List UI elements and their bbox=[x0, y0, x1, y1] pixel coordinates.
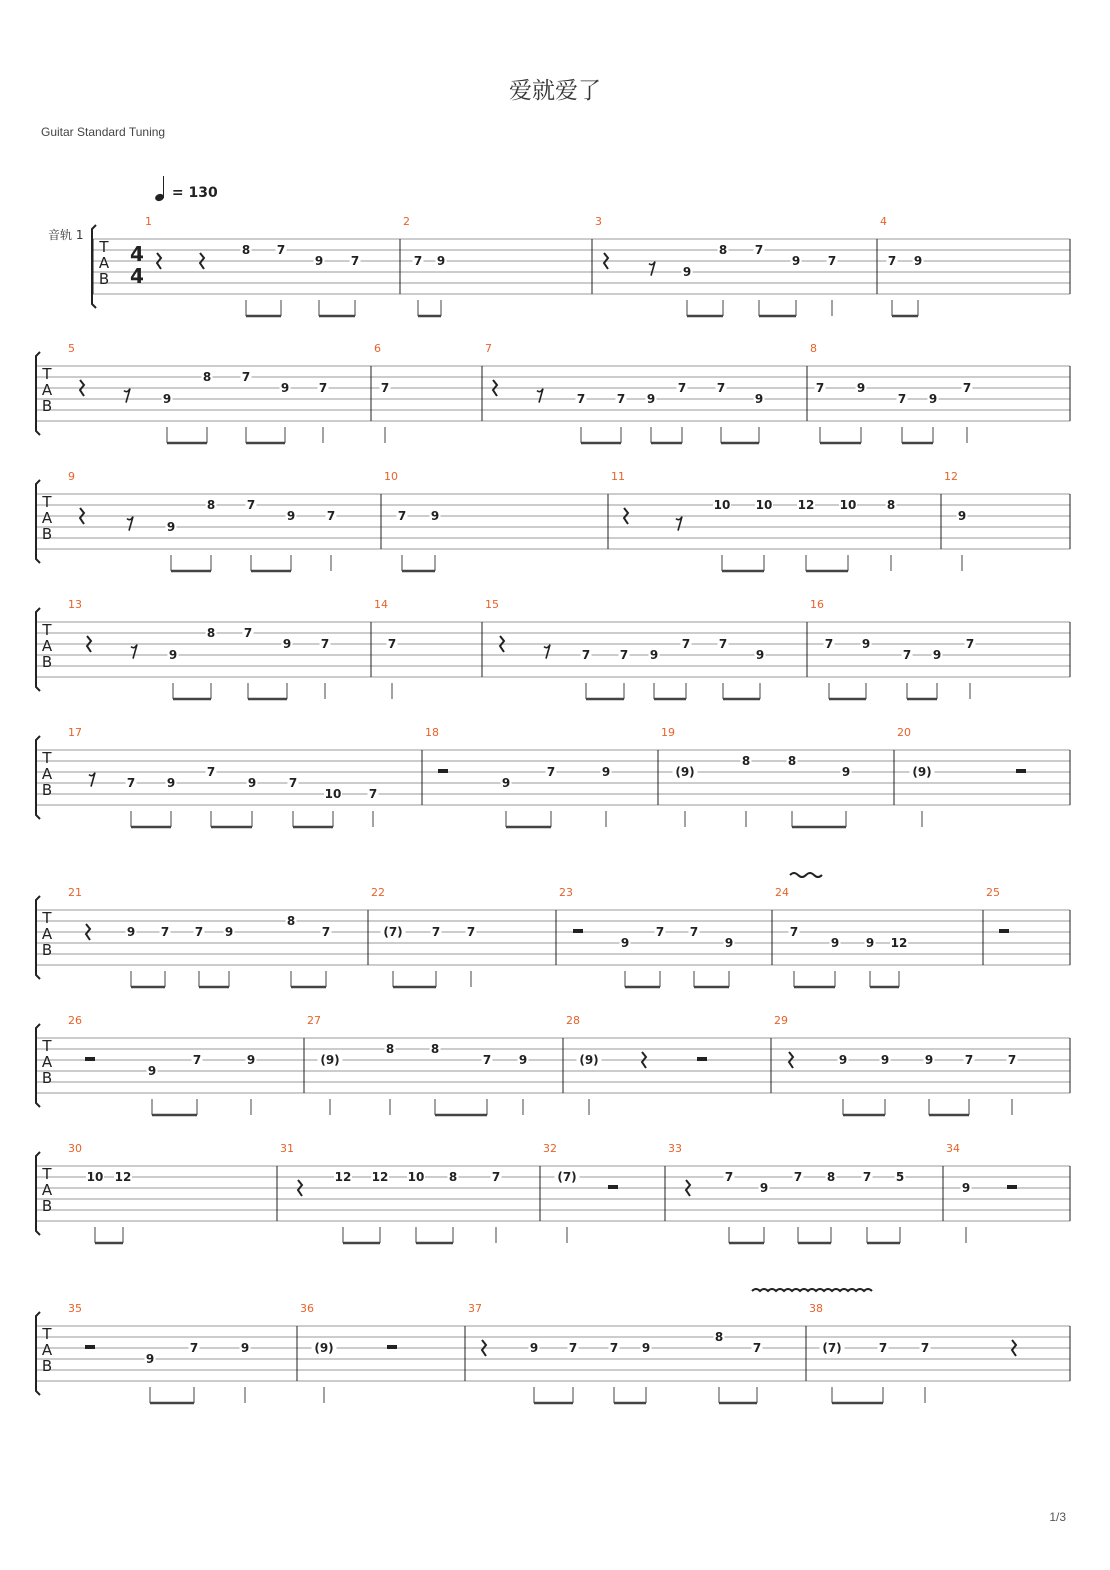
tuning-label: Guitar Standard Tuning bbox=[41, 125, 166, 139]
measure-number: 37 bbox=[468, 1302, 482, 1315]
fret-number: 7 bbox=[413, 254, 423, 268]
fret-number: 7 bbox=[568, 1341, 578, 1355]
fret-number: 8 bbox=[787, 754, 797, 768]
eighth-rest-icon bbox=[127, 517, 133, 531]
tab-letter-b: B bbox=[41, 653, 53, 671]
fret-number: 9 bbox=[759, 1181, 769, 1195]
tab-system-3 bbox=[36, 470, 1070, 571]
fret-number: 7 bbox=[321, 925, 331, 939]
half-rest-icon bbox=[1007, 1185, 1017, 1189]
fret-number: 7 bbox=[194, 925, 204, 939]
tab-letter-b: B bbox=[41, 941, 53, 959]
fret-number: 9 bbox=[147, 1064, 157, 1078]
song-title: 爱就爱了 bbox=[509, 78, 601, 104]
fret-number: 9 bbox=[932, 648, 942, 662]
measure-number: 10 bbox=[384, 470, 398, 483]
half-rest-icon bbox=[999, 929, 1009, 933]
measure-number: 20 bbox=[897, 726, 911, 739]
fret-number: 7 bbox=[965, 637, 975, 651]
tab-letter-t: T bbox=[42, 909, 52, 927]
vibrato-icon bbox=[790, 873, 822, 877]
measure-number: 13 bbox=[68, 598, 82, 611]
fret-number: (7) bbox=[557, 1170, 577, 1184]
fret-number: 9 bbox=[246, 1053, 256, 1067]
measure-number: 34 bbox=[946, 1142, 960, 1155]
fret-number: 9 bbox=[224, 925, 234, 939]
fret-number: 9 bbox=[247, 776, 257, 790]
fret-number: 7 bbox=[616, 392, 626, 406]
fret-number: 7 bbox=[160, 925, 170, 939]
fret-number: 7 bbox=[824, 637, 834, 651]
fret-number: 10 bbox=[713, 498, 731, 512]
fret-number: (9) bbox=[579, 1053, 599, 1067]
fret-number: (9) bbox=[314, 1341, 334, 1355]
fret-number: 7 bbox=[576, 392, 586, 406]
fret-number: 7 bbox=[902, 648, 912, 662]
measure-number: 9 bbox=[68, 470, 75, 483]
tempo-value: = 130 bbox=[171, 185, 218, 201]
measure-number: 31 bbox=[280, 1142, 294, 1155]
fret-number: 7 bbox=[380, 381, 390, 395]
tab-letter-t: T bbox=[42, 493, 52, 511]
fret-number: 7 bbox=[897, 392, 907, 406]
measure-number: 16 bbox=[810, 598, 824, 611]
fret-number: (7) bbox=[383, 925, 403, 939]
fret-number: (9) bbox=[675, 765, 695, 779]
tab-letter-b: B bbox=[41, 397, 53, 415]
fret-number: 12 bbox=[371, 1170, 389, 1184]
fret-number: 7 bbox=[920, 1341, 930, 1355]
tab-system-2 bbox=[36, 342, 1070, 443]
tab-system-6 bbox=[36, 886, 1070, 987]
measure-number: 33 bbox=[668, 1142, 682, 1155]
fret-number: 8 bbox=[741, 754, 751, 768]
tab-letter-b: B bbox=[41, 1069, 53, 1087]
half-rest-icon bbox=[387, 1345, 397, 1349]
fret-number: 7 bbox=[546, 765, 556, 779]
fret-number: 7 bbox=[815, 381, 825, 395]
fret-number: 8 bbox=[241, 243, 251, 257]
tab-system-5 bbox=[36, 726, 1070, 827]
measure-number: 36 bbox=[300, 1302, 314, 1315]
fret-number: 8 bbox=[886, 498, 896, 512]
fret-number: 7 bbox=[368, 787, 378, 801]
fret-number: 7 bbox=[619, 648, 629, 662]
page-number: 1/3 bbox=[1049, 1510, 1066, 1524]
fret-number: 7 bbox=[718, 637, 728, 651]
fret-number: 8 bbox=[718, 243, 728, 257]
measure-number: 26 bbox=[68, 1014, 82, 1027]
fret-number: 7 bbox=[681, 637, 691, 651]
fret-number: 7 bbox=[689, 925, 699, 939]
measure-number: 4 bbox=[880, 215, 887, 228]
system-bracket bbox=[36, 1024, 40, 1107]
tab-letter-a: A bbox=[41, 765, 53, 783]
fret-number: 8 bbox=[430, 1042, 440, 1056]
fret-number: 10 bbox=[324, 787, 342, 801]
fret-number: 9 bbox=[856, 381, 866, 395]
fret-number: 9 bbox=[529, 1341, 539, 1355]
fret-number: 12 bbox=[797, 498, 815, 512]
measure-number: 30 bbox=[68, 1142, 82, 1155]
fret-number: 7 bbox=[397, 509, 407, 523]
measure-number: 24 bbox=[775, 886, 789, 899]
fret-number: 9 bbox=[865, 936, 875, 950]
measure-number: 22 bbox=[371, 886, 385, 899]
fret-number: 9 bbox=[518, 1053, 528, 1067]
fret-number: 9 bbox=[145, 1352, 155, 1366]
measure-number: 18 bbox=[425, 726, 439, 739]
fret-number: 9 bbox=[913, 254, 923, 268]
measure-number: 28 bbox=[566, 1014, 580, 1027]
fret-number: 7 bbox=[752, 1341, 762, 1355]
fret-number: 7 bbox=[387, 637, 397, 651]
tab-letter-t: T bbox=[42, 621, 52, 639]
measure-number: 17 bbox=[68, 726, 82, 739]
fret-number: 9 bbox=[841, 765, 851, 779]
tab-letter-a: A bbox=[41, 637, 53, 655]
fret-number: 9 bbox=[436, 254, 446, 268]
fret-number: 7 bbox=[192, 1053, 202, 1067]
half-rest-icon bbox=[85, 1345, 95, 1349]
fret-number: 8 bbox=[206, 626, 216, 640]
measure-number: 7 bbox=[485, 342, 492, 355]
fret-number: 9 bbox=[166, 520, 176, 534]
fret-number: 7 bbox=[491, 1170, 501, 1184]
time-signature-bottom: 4 bbox=[130, 264, 144, 288]
tab-letter-b: B bbox=[41, 781, 53, 799]
measure-number: 6 bbox=[374, 342, 381, 355]
tab-system-8 bbox=[36, 1142, 1070, 1243]
system-bracket bbox=[36, 896, 40, 979]
fret-number: 9 bbox=[682, 265, 692, 279]
tab-letter-a: A bbox=[41, 1053, 53, 1071]
system-bracket bbox=[36, 608, 40, 691]
fret-number: 9 bbox=[314, 254, 324, 268]
fret-number: 7 bbox=[677, 381, 687, 395]
measure-number: 1 bbox=[145, 215, 152, 228]
fret-number: 9 bbox=[620, 936, 630, 950]
fret-number: 7 bbox=[206, 765, 216, 779]
tab-letter-t: T bbox=[42, 1325, 52, 1343]
fret-number: 7 bbox=[246, 498, 256, 512]
eighth-rest-icon bbox=[537, 389, 543, 403]
fret-number: 9 bbox=[240, 1341, 250, 1355]
tab-system-9 bbox=[36, 1302, 1070, 1403]
half-rest-icon bbox=[608, 1185, 618, 1189]
measure-number: 5 bbox=[68, 342, 75, 355]
fret-number: 9 bbox=[861, 637, 871, 651]
fret-number: 7 bbox=[716, 381, 726, 395]
measure-number: 25 bbox=[986, 886, 1000, 899]
fret-number: 9 bbox=[928, 392, 938, 406]
fret-number: 9 bbox=[924, 1053, 934, 1067]
system-bracket bbox=[36, 1152, 40, 1235]
fret-number: 7 bbox=[431, 925, 441, 939]
eighth-rest-icon bbox=[89, 773, 95, 787]
fret-number: 7 bbox=[482, 1053, 492, 1067]
fret-number: 7 bbox=[288, 776, 298, 790]
fret-number: 12 bbox=[334, 1170, 352, 1184]
tab-system-4 bbox=[36, 598, 1070, 699]
tab-letter-a: A bbox=[98, 254, 110, 272]
fret-number: 12 bbox=[114, 1170, 132, 1184]
fret-number: 9 bbox=[880, 1053, 890, 1067]
fret-number: 8 bbox=[448, 1170, 458, 1184]
fret-number: 9 bbox=[724, 936, 734, 950]
tab-letter-b: B bbox=[41, 1197, 53, 1215]
fret-number: 9 bbox=[754, 392, 764, 406]
tab-letter-a: A bbox=[41, 1341, 53, 1359]
fret-number: 7 bbox=[962, 381, 972, 395]
system-bracket bbox=[36, 1312, 40, 1395]
fret-number: 9 bbox=[430, 509, 440, 523]
time-signature-top: 4 bbox=[130, 242, 144, 266]
fret-number: 7 bbox=[789, 925, 799, 939]
fret-number: (9) bbox=[320, 1053, 340, 1067]
tab-letter-b: B bbox=[98, 270, 110, 288]
half-rest-icon bbox=[573, 929, 583, 933]
fret-number: 10 bbox=[839, 498, 857, 512]
fret-number: 9 bbox=[601, 765, 611, 779]
tab-letter-a: A bbox=[41, 1181, 53, 1199]
system-bracket bbox=[36, 480, 40, 563]
measure-number: 21 bbox=[68, 886, 82, 899]
fret-number: 9 bbox=[791, 254, 801, 268]
fret-number: 9 bbox=[755, 648, 765, 662]
fret-number: 8 bbox=[714, 1330, 724, 1344]
measure-number: 12 bbox=[944, 470, 958, 483]
measure-number: 15 bbox=[485, 598, 499, 611]
fret-number: 9 bbox=[282, 637, 292, 651]
fret-number: 7 bbox=[243, 626, 253, 640]
half-rest-icon bbox=[438, 769, 448, 773]
measure-number: 8 bbox=[810, 342, 817, 355]
eighth-rest-icon bbox=[544, 645, 550, 659]
fret-number: 10 bbox=[407, 1170, 425, 1184]
fret-number: 9 bbox=[162, 392, 172, 406]
fret-number: 10 bbox=[86, 1170, 104, 1184]
fret-number: 7 bbox=[878, 1341, 888, 1355]
tab-letter-t: T bbox=[42, 1165, 52, 1183]
fret-number: 7 bbox=[862, 1170, 872, 1184]
fret-number: 7 bbox=[827, 254, 837, 268]
eighth-rest-icon bbox=[649, 262, 655, 276]
fret-number: 7 bbox=[276, 243, 286, 257]
fret-number: 8 bbox=[385, 1042, 395, 1056]
fret-number: 9 bbox=[126, 925, 136, 939]
fret-number: 9 bbox=[830, 936, 840, 950]
fret-number: 9 bbox=[166, 776, 176, 790]
system-bracket bbox=[36, 736, 40, 819]
fret-number: 9 bbox=[501, 776, 511, 790]
tab-letter-t: T bbox=[42, 749, 52, 767]
half-rest-icon bbox=[697, 1057, 707, 1061]
tab-letter-b: B bbox=[41, 1357, 53, 1375]
fret-number: 9 bbox=[286, 509, 296, 523]
fret-number: 7 bbox=[964, 1053, 974, 1067]
measure-number: 29 bbox=[774, 1014, 788, 1027]
fret-number: 9 bbox=[961, 1181, 971, 1195]
fret-number: 9 bbox=[646, 392, 656, 406]
fret-number: 9 bbox=[649, 648, 659, 662]
fret-number: 7 bbox=[466, 925, 476, 939]
half-rest-icon bbox=[85, 1057, 95, 1061]
tab-letter-a: A bbox=[41, 381, 53, 399]
fret-number: 7 bbox=[126, 776, 136, 790]
measure-number: 27 bbox=[307, 1014, 321, 1027]
measure-number: 3 bbox=[595, 215, 602, 228]
fret-number: 9 bbox=[838, 1053, 848, 1067]
fret-number: 9 bbox=[957, 509, 967, 523]
fret-number: 7 bbox=[887, 254, 897, 268]
fret-number: 8 bbox=[206, 498, 216, 512]
fret-number: 8 bbox=[202, 370, 212, 384]
vibrato-icon bbox=[752, 1289, 872, 1291]
eighth-rest-icon bbox=[676, 517, 682, 531]
tab-letter-t: T bbox=[42, 1037, 52, 1055]
tab-letter-a: A bbox=[41, 509, 53, 527]
measure-number: 32 bbox=[543, 1142, 557, 1155]
fret-number: 9 bbox=[168, 648, 178, 662]
fret-number: (7) bbox=[822, 1341, 842, 1355]
tab-letter-a: A bbox=[41, 925, 53, 943]
fret-number: 7 bbox=[1007, 1053, 1017, 1067]
fret-number: 7 bbox=[326, 509, 336, 523]
measure-number: 38 bbox=[809, 1302, 823, 1315]
eighth-rest-icon bbox=[131, 645, 137, 659]
fret-number: 7 bbox=[320, 637, 330, 651]
tab-system-7 bbox=[36, 1014, 1070, 1115]
fret-number: 8 bbox=[826, 1170, 836, 1184]
tab-letter-t: T bbox=[42, 365, 52, 383]
fret-number: 7 bbox=[318, 381, 328, 395]
measure-number: 35 bbox=[68, 1302, 82, 1315]
fret-number: 7 bbox=[609, 1341, 619, 1355]
track-name: 音轨 1 bbox=[48, 228, 84, 242]
measure-number: 19 bbox=[661, 726, 675, 739]
fret-number: 9 bbox=[280, 381, 290, 395]
fret-number: 7 bbox=[241, 370, 251, 384]
fret-number: (9) bbox=[912, 765, 932, 779]
fret-number: 7 bbox=[189, 1341, 199, 1355]
tab-letter-t: T bbox=[99, 238, 109, 256]
fret-number: 12 bbox=[890, 936, 908, 950]
fret-number: 7 bbox=[754, 243, 764, 257]
tab-letter-b: B bbox=[41, 525, 53, 543]
measure-number: 2 bbox=[403, 215, 410, 228]
eighth-rest-icon bbox=[124, 389, 130, 403]
fret-number: 7 bbox=[793, 1170, 803, 1184]
fret-number: 8 bbox=[286, 914, 296, 928]
measure-number: 11 bbox=[611, 470, 625, 483]
fret-number: 7 bbox=[581, 648, 591, 662]
fret-number: 7 bbox=[655, 925, 665, 939]
fret-number: 10 bbox=[755, 498, 773, 512]
fret-number: 9 bbox=[641, 1341, 651, 1355]
fret-number: 7 bbox=[724, 1170, 734, 1184]
system-bracket bbox=[36, 352, 40, 435]
fret-number: 7 bbox=[350, 254, 360, 268]
measure-number: 14 bbox=[374, 598, 388, 611]
measure-number: 23 bbox=[559, 886, 573, 899]
half-rest-icon bbox=[1016, 769, 1026, 773]
fret-number: 5 bbox=[895, 1170, 905, 1184]
